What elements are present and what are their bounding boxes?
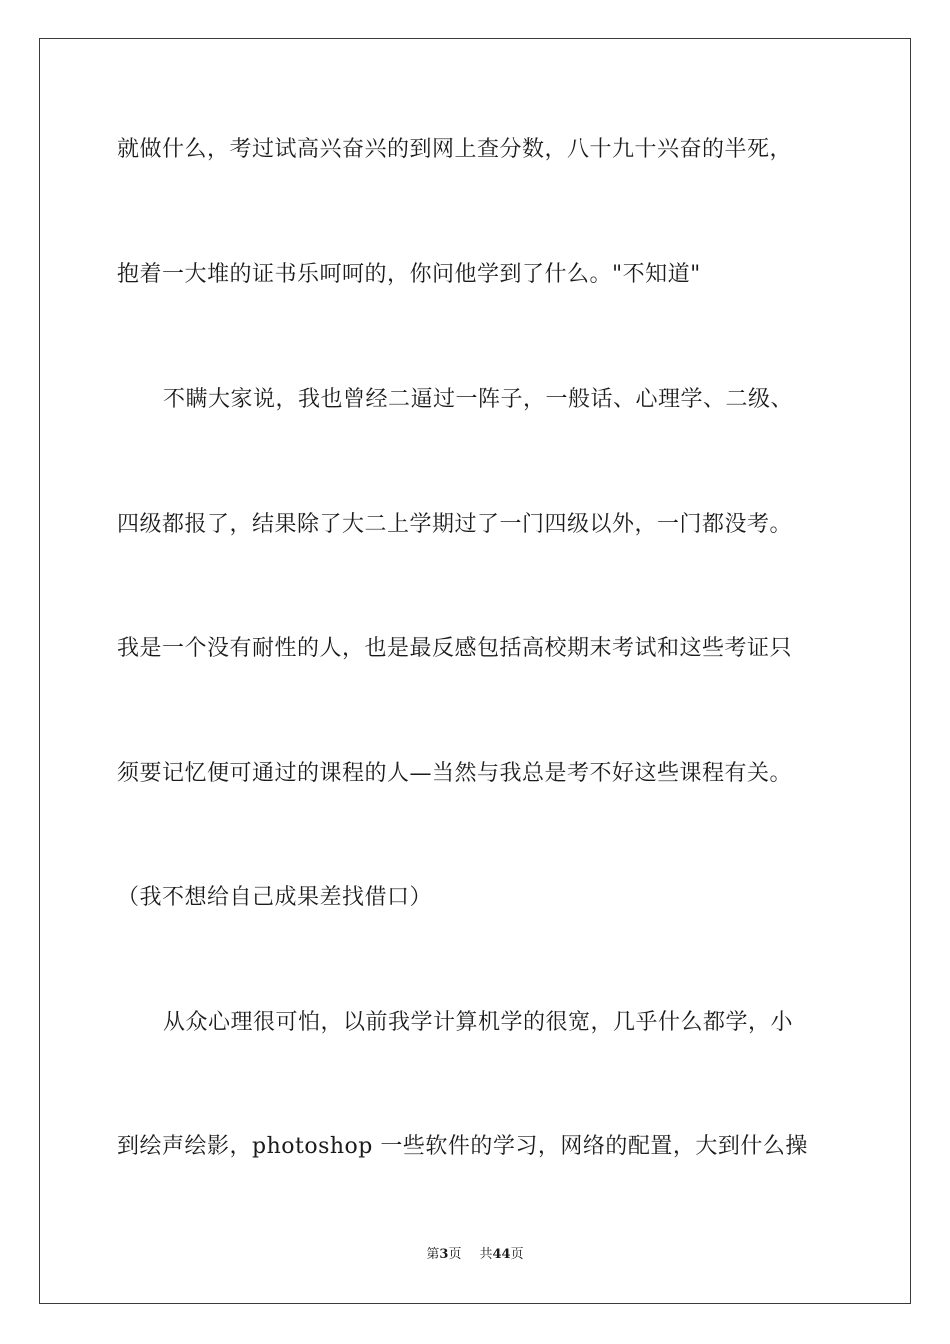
- page-border: [39, 38, 911, 1304]
- text-line-6: 须要记忆便可通过的课程的人—当然与我总是考不好这些课程有关。: [117, 761, 793, 786]
- text-line-3: 不瞒大家说，我也曾经二逼过一阵子，一般话、心理学、二级、: [163, 387, 794, 412]
- text-line-2: 抱着一大堆的证书乐呵呵的，你问他学到了什么。"不知道": [117, 262, 701, 287]
- page-prefix: 第: [426, 1247, 440, 1262]
- text-line-1: 就做什么，考过试高兴奋兴的到网上查分数，八十九十兴奋的半死，: [117, 137, 793, 162]
- text-line-8: 从众心理很可怕，以前我学计算机学的很宽，几乎什么都学，小: [163, 1010, 794, 1035]
- page-footer: [0, 1246, 950, 1264]
- total-prefix: 共: [479, 1247, 493, 1262]
- total-pages: 44: [492, 1247, 511, 1262]
- text-line-5: 我是一个没有耐性的人，也是最反感包括高校期末考试和这些考证只: [117, 636, 793, 661]
- text-line-9: 到绘声绘影，photoshop 一些软件的学习，网络的配置，大到什么操: [117, 1134, 808, 1159]
- text-line-4: 四级都报了，结果除了大二上学期过了一门四级以外，一门都没考。: [117, 512, 793, 537]
- text-line-7: （我不想给自己成果差找借口）: [117, 885, 433, 910]
- page-suffix: 页: [448, 1247, 462, 1262]
- page-number: 3: [439, 1247, 449, 1262]
- total-suffix: 页: [510, 1247, 524, 1262]
